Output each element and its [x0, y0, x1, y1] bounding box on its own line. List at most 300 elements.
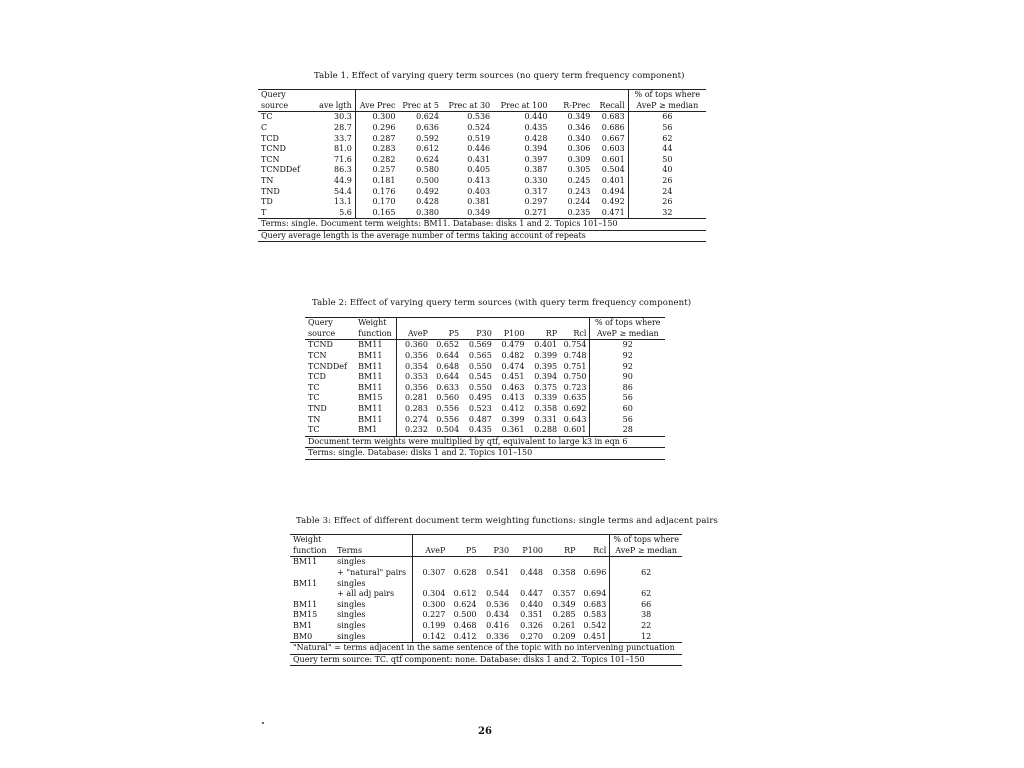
table1-cell: 0.603	[601, 144, 625, 154]
table2-cell: 0.754	[563, 340, 587, 350]
table3-cell: 0.468	[453, 621, 477, 631]
table2-cell: 0.232	[397, 425, 431, 436]
table2-cell: 90	[590, 372, 665, 383]
table2-cell: 0.692	[563, 404, 587, 414]
table-row	[305, 414, 665, 425]
table1-cell: 0.282	[372, 154, 396, 164]
table2-column-header: Rcl	[560, 329, 590, 340]
table1-header-top-cell	[398, 90, 442, 101]
table2-cell: 0.652	[436, 340, 460, 350]
table-row	[305, 340, 665, 351]
table3-column-header: AveP	[413, 546, 449, 557]
table3-cell: 0.451	[579, 631, 610, 642]
table3-header-top-cell: Weight	[290, 535, 334, 546]
table1-cell: 0.283	[372, 144, 396, 154]
table3-cell: 0.434	[486, 610, 510, 620]
table1-cell: 0.536	[467, 112, 491, 122]
table3-cell: 0.694	[583, 589, 607, 599]
table2-cell: 0.331	[534, 414, 558, 424]
table-row	[305, 372, 665, 383]
table1-cell: 26	[628, 197, 706, 208]
table2-cell: BM11	[355, 372, 396, 383]
table2-header-top-cell	[397, 318, 431, 329]
table1-cell: 71.6	[315, 155, 355, 166]
table2-cell: TCN	[308, 351, 327, 361]
table1-cell: 0.683	[601, 112, 625, 122]
table2-caption: Table 2: Effect of varying query term sources (with query term frequency component)	[312, 298, 692, 308]
table3-cell: 62	[610, 568, 682, 579]
table1-column-header: Prec at 100	[493, 101, 550, 112]
table2-header-top-cell	[527, 318, 560, 329]
table-row	[305, 351, 665, 362]
table2-cell: 0.394	[534, 372, 558, 382]
table3-cell: 0.536	[486, 599, 510, 609]
table3-cell: + "natural" pairs	[334, 568, 413, 579]
table3-header-top-cell	[334, 535, 413, 546]
table1-cell: 86.3	[315, 165, 355, 176]
table2-cell: 0.569	[468, 340, 492, 350]
table2-footnote: Terms: single. Database: disks 1 and 2. Topics 101–150	[305, 448, 665, 460]
table3-cell	[480, 557, 513, 568]
table2-column-header: P5	[431, 329, 462, 340]
table1-cell: 0.271	[493, 208, 550, 219]
table1-cell: 0.492	[601, 197, 625, 207]
table1-cell: 0.381	[467, 197, 491, 207]
table-row	[290, 589, 682, 600]
table1-footnote-row	[258, 230, 706, 242]
table2-cell: TN	[308, 414, 321, 424]
table3-cell: 22	[610, 621, 682, 632]
table2-cell: 0.750	[563, 372, 587, 382]
table2-column-header: source	[305, 329, 355, 340]
table1-cell: 28.7	[315, 123, 355, 134]
table3-cell: 0.541	[486, 568, 510, 578]
table1-cell: 26	[628, 176, 706, 187]
table-row	[290, 557, 682, 568]
table1-column-header: Prec at 5	[398, 101, 442, 112]
table3-cell: 0.696	[583, 568, 607, 578]
table1-cell: 50	[628, 155, 706, 166]
table3-cell	[610, 557, 682, 568]
table1-cell: 0.340	[567, 133, 591, 143]
table1-header-top-cell	[493, 90, 550, 101]
table2-column-header: function	[355, 329, 396, 340]
table3-cell: 0.683	[583, 599, 607, 609]
table1-cell: 32	[628, 208, 706, 219]
table2-cell: 0.451	[501, 372, 525, 382]
table1-cell: 0.431	[467, 154, 491, 164]
table1-cell: 0.380	[398, 208, 442, 219]
table1-column-header: Recall	[593, 101, 628, 112]
table1-cell: 0.401	[601, 176, 625, 186]
table1-cell: 0.580	[416, 165, 439, 175]
table2-cell: 0.633	[436, 382, 460, 392]
table2-cell: 0.412	[501, 404, 525, 414]
table1-cell: 24	[628, 186, 706, 197]
table3-cell: 0.624	[453, 599, 477, 609]
table1-header-top-cell	[355, 90, 398, 101]
table1-cell: TD	[261, 197, 273, 207]
table2-cell: 0.550	[468, 382, 492, 392]
table3-cell	[413, 578, 449, 589]
table3-cell: 0.142	[413, 631, 449, 642]
table3-column-header: RP	[546, 546, 579, 557]
table2-cell: 92	[590, 340, 665, 351]
scan-speck	[262, 722, 264, 724]
table3-footnote: Query term source: TC. qtf component: none. Database: disks 1 and 2. Topics 101–150	[290, 654, 682, 666]
table1-cell: 0.403	[467, 186, 491, 196]
table1-cell: 0.235	[550, 208, 593, 219]
table2-cell: 56	[590, 414, 665, 425]
table2-cell: BM11	[355, 351, 396, 362]
table-row	[305, 393, 665, 404]
table2-cell: 0.487	[468, 414, 492, 424]
table3-column-header: Terms	[334, 546, 413, 557]
table1-cell: 0.244	[567, 197, 591, 207]
table3-header-top-cell	[512, 535, 546, 546]
table1-cell: 30.3	[315, 112, 355, 123]
table1-cell: 0.257	[372, 165, 396, 175]
table1-cell: 56	[628, 123, 706, 134]
table1-cell: 0.500	[416, 176, 439, 186]
table2-cell: 0.401	[534, 340, 558, 350]
table3-cell	[610, 578, 682, 589]
table3-footnote-row	[290, 654, 682, 666]
table2-cell: 0.550	[468, 361, 492, 371]
table1-cell: 44	[628, 144, 706, 155]
table2-cell: 0.723	[563, 382, 587, 392]
table1-cell: 0.181	[372, 176, 396, 186]
table1-cell: 0.686	[601, 123, 625, 133]
table1-cell: 33.7	[315, 133, 355, 144]
table2-cell: 0.399	[501, 414, 525, 424]
table1-cell: 0.636	[416, 123, 439, 133]
table2-header-top-cell: Query	[305, 318, 355, 329]
table1-cell: 0.243	[567, 186, 591, 196]
table3-header-top-cell	[579, 535, 610, 546]
table2-cell: 0.281	[405, 393, 428, 403]
table1-column-header: source	[258, 101, 315, 112]
table3-cell	[480, 578, 513, 589]
table1-header-top-cell: Query	[258, 90, 315, 101]
table3-cell: singles	[334, 631, 413, 642]
table1-caption: Table 1. Effect of varying query term sources (no query term frequency component)	[314, 71, 685, 81]
table2-cell: BM1	[355, 425, 396, 436]
table1-cell: 0.330	[524, 176, 548, 186]
table2-cell: 0.556	[436, 404, 460, 414]
table1-footnote: Terms: single. Document term weights: BM11. Database: disks 1 and 2. Topics 101–150	[258, 219, 706, 231]
table2-cell: 0.474	[501, 361, 525, 371]
table1-cell: 0.397	[524, 154, 548, 164]
table3-cell: 0.227	[422, 610, 446, 620]
table1-header-top-row	[258, 90, 706, 101]
table1-column-header: AveP ≥ median	[628, 101, 706, 112]
table2-cell: TCND	[308, 340, 333, 350]
table2-cell: 0.395	[534, 361, 558, 371]
table1-cell: C	[261, 123, 268, 133]
table3-header-top-cell	[413, 535, 449, 546]
table1-cell: 81.0	[315, 144, 355, 155]
table1-column-header: Prec at 30	[442, 101, 493, 112]
table2-cell: 0.356	[405, 351, 428, 361]
table1-cell: 44.9	[315, 176, 355, 187]
table3-header-top-cell	[546, 535, 579, 546]
table3-cell: 0.261	[552, 621, 576, 631]
table2-cell: 92	[590, 361, 665, 372]
table-row	[305, 383, 665, 394]
table3-cell: 0.358	[552, 568, 576, 578]
table-row	[258, 165, 706, 176]
table2-header-top-cell	[560, 318, 590, 329]
table3-cell: singles	[334, 610, 413, 621]
table1-cell: TCD	[261, 133, 279, 143]
table3-cell: 0.304	[422, 589, 446, 599]
table2-cell: 0.358	[534, 404, 558, 414]
table3-cell: BM0	[290, 631, 334, 642]
table1-header-top-cell	[315, 90, 355, 101]
table-row	[290, 600, 682, 611]
table1-cell: TC	[261, 112, 273, 122]
table1-column-header: R-Prec	[550, 101, 593, 112]
table2-cell: 0.356	[405, 382, 428, 392]
table2-cell: TC	[305, 425, 355, 436]
table3-cell	[546, 578, 579, 589]
table-row	[290, 578, 682, 589]
table2-cell: 56	[590, 393, 665, 404]
table-row	[258, 208, 706, 219]
table3-cell: singles	[334, 600, 413, 611]
page-number: 26	[478, 726, 492, 737]
table2-cell: 0.375	[534, 382, 558, 392]
table2	[305, 317, 665, 460]
table3-cell: 0.326	[520, 621, 544, 631]
table-row	[258, 123, 706, 134]
table1-cell: 0.624	[416, 112, 439, 122]
table1-cell: 0.306	[567, 144, 591, 154]
table1-cell: 0.612	[416, 144, 439, 154]
table3-cell: 0.416	[486, 621, 510, 631]
table3-footnote-row	[290, 642, 682, 654]
table-row	[258, 133, 706, 144]
table2-cell: TC	[308, 393, 320, 403]
table1-cell: 0.471	[593, 208, 628, 219]
table2-cell: 0.354	[405, 361, 428, 371]
table3-cell	[512, 557, 546, 568]
table3-header-top-cell: % of tops where	[610, 535, 682, 546]
table3-cell: 0.412	[448, 631, 479, 642]
table3-cell: 0.628	[453, 568, 477, 578]
table2-cell: 0.751	[563, 361, 587, 371]
table2-cell: BM11	[355, 404, 396, 415]
table2-cell: BM11	[355, 340, 396, 351]
table3-column-header: Rcl	[579, 546, 610, 557]
table2-cell: TC	[308, 382, 320, 392]
table3-cell: BM11	[293, 599, 318, 609]
table3-cell: 0.300	[422, 599, 446, 609]
table1-cell: 0.519	[467, 133, 491, 143]
table3-cell: 0.285	[552, 610, 576, 620]
table3-cell: 0.448	[520, 568, 544, 578]
table2-cell: 0.648	[436, 361, 460, 371]
table2-cell: 0.601	[560, 425, 590, 436]
table-row	[258, 197, 706, 208]
table1-header-top-cell	[550, 90, 593, 101]
table-row	[258, 155, 706, 166]
table1-cell: 13.1	[315, 197, 355, 208]
table2-cell: 0.644	[436, 351, 460, 361]
table2-cell: BM15	[355, 393, 396, 404]
table3-cell: BM1	[293, 621, 313, 631]
table3-cell: 0.270	[512, 631, 546, 642]
table3-cell	[290, 568, 334, 579]
table1-column-header: ave lgth	[315, 101, 355, 112]
table2-header-top-cell: Weight	[355, 318, 396, 329]
table2-cell: 0.560	[436, 393, 460, 403]
table-row	[290, 568, 682, 579]
table2-cell: 0.556	[436, 414, 460, 424]
table1-cell: 0.245	[567, 176, 591, 186]
table2-header-top-cell	[431, 318, 462, 329]
table3-cell: BM11	[293, 578, 318, 588]
table3-column-header: function	[290, 546, 334, 557]
table2-column-header: AveP	[397, 329, 431, 340]
table1-cell: 0.524	[467, 123, 491, 133]
table3-column-header: P30	[480, 546, 513, 557]
table3-footnote: "Natural" = terms adjacent in the same sentence of the topic with no intervening punctuation	[290, 642, 682, 654]
table2-cell: 0.274	[405, 414, 428, 424]
table3-header-top-cell	[480, 535, 513, 546]
table3-column-header: P5	[448, 546, 479, 557]
table2-cell: 0.283	[405, 404, 428, 414]
table1-cell: 0.494	[601, 186, 625, 196]
table2-cell: 86	[590, 383, 665, 394]
table3-cell: 38	[610, 610, 682, 621]
table2-header-top-cell	[462, 318, 495, 329]
table2-header-top-row	[305, 318, 665, 329]
table3-cell	[448, 557, 479, 568]
table1-cell: 0.349	[442, 208, 493, 219]
table-row	[290, 631, 682, 642]
table2-cell: 0.339	[534, 393, 558, 403]
table1-cell: 0.297	[524, 197, 548, 207]
table3-cell: 0.583	[583, 610, 607, 620]
table2-cell: 0.565	[468, 351, 492, 361]
table3	[290, 534, 682, 666]
table1-cell: 0.309	[567, 154, 591, 164]
table3-cell: singles	[334, 578, 413, 589]
table2-header-top-cell: % of tops where	[590, 318, 665, 329]
table2-cell: 0.399	[534, 351, 558, 361]
table2-cell: 92	[590, 351, 665, 362]
table3-cell: 0.542	[583, 621, 607, 631]
table3-header-top-row	[290, 535, 682, 546]
table2-header-row	[305, 329, 665, 340]
table3-cell: 0.612	[453, 589, 477, 599]
table1-cell: 0.296	[372, 123, 396, 133]
table1-cell: 0.170	[372, 197, 396, 207]
table3-cell: + all adj pairs	[334, 589, 413, 600]
table1-cell: 0.504	[601, 165, 625, 175]
table2-header-top-cell	[495, 318, 528, 329]
table-row	[305, 425, 665, 436]
table3-cell: 0.209	[546, 631, 579, 642]
table3-cell: 66	[610, 600, 682, 611]
table2-cell: 28	[590, 425, 665, 436]
table1-cell: 0.667	[601, 133, 625, 143]
table1-cell: 0.428	[524, 133, 548, 143]
table-row	[258, 112, 706, 123]
table3-cell	[512, 578, 546, 589]
table2-cell: 0.288	[527, 425, 560, 436]
table1-column-header: Ave Prec	[355, 101, 398, 112]
table1-cell: T	[258, 208, 315, 219]
table2-cell: TND	[308, 404, 327, 414]
table1-cell: TCN	[261, 154, 280, 164]
table-row	[305, 361, 665, 372]
table-row	[290, 621, 682, 632]
table1	[258, 89, 706, 242]
table1-cell: 62	[628, 133, 706, 144]
table3-cell	[579, 578, 610, 589]
table3-cell: 0.349	[552, 599, 576, 609]
table3-header-row	[290, 546, 682, 557]
table3-cell	[546, 557, 579, 568]
table1-cell: 0.300	[372, 112, 396, 122]
table3-cell: 0.199	[422, 621, 446, 631]
table3-cell	[448, 578, 479, 589]
table2-column-header: P30	[462, 329, 495, 340]
table1-cell: 40	[628, 165, 706, 176]
table1-cell: TN	[261, 176, 274, 186]
table1-cell: 0.387	[524, 165, 548, 175]
table3-cell: singles	[334, 621, 413, 632]
table2-cell: 0.644	[436, 372, 460, 382]
table1-cell: TCNDDef	[261, 165, 300, 175]
table1-footnote-row	[258, 219, 706, 231]
table2-column-header: RP	[527, 329, 560, 340]
table2-cell: TCNDDef	[308, 361, 347, 371]
table2-footnote-row	[305, 436, 665, 448]
table-row	[258, 186, 706, 197]
table2-footnote-row	[305, 448, 665, 460]
table2-cell: 0.748	[563, 351, 587, 361]
table3-cell: 12	[610, 631, 682, 642]
table2-cell: 0.635	[563, 393, 587, 403]
table1-cell: 0.428	[416, 197, 439, 207]
table3-cell: 0.447	[520, 589, 544, 599]
table3-cell: 0.357	[552, 589, 576, 599]
table3-cell	[579, 557, 610, 568]
table1-cell: 0.440	[524, 112, 548, 122]
table2-footnote: Document term weights were multiplied by qtf, equivalent to large k3 in eqn 6	[305, 436, 665, 448]
table2-cell: 0.463	[501, 382, 525, 392]
table2-cell: 0.353	[405, 372, 428, 382]
table2-column-header: P100	[495, 329, 528, 340]
table1-cell: 0.624	[416, 154, 439, 164]
table1-cell: TCND	[261, 144, 286, 154]
table3-cell: 0.544	[486, 589, 510, 599]
table1-cell: TND	[261, 186, 280, 196]
table3-caption: Table 3: Effect of different document term weighting functions: single terms and adjacent pairs	[296, 516, 718, 526]
table3-cell: BM11	[293, 557, 318, 567]
table1-cell: 0.305	[567, 165, 591, 175]
table3-cell: singles	[334, 557, 413, 568]
table1-header-top-cell	[442, 90, 493, 101]
table1-cell: 0.394	[524, 144, 548, 154]
table1-header-top-cell	[593, 90, 628, 101]
table2-column-header: AveP ≥ median	[590, 329, 665, 340]
table2-cell: 0.361	[495, 425, 528, 436]
